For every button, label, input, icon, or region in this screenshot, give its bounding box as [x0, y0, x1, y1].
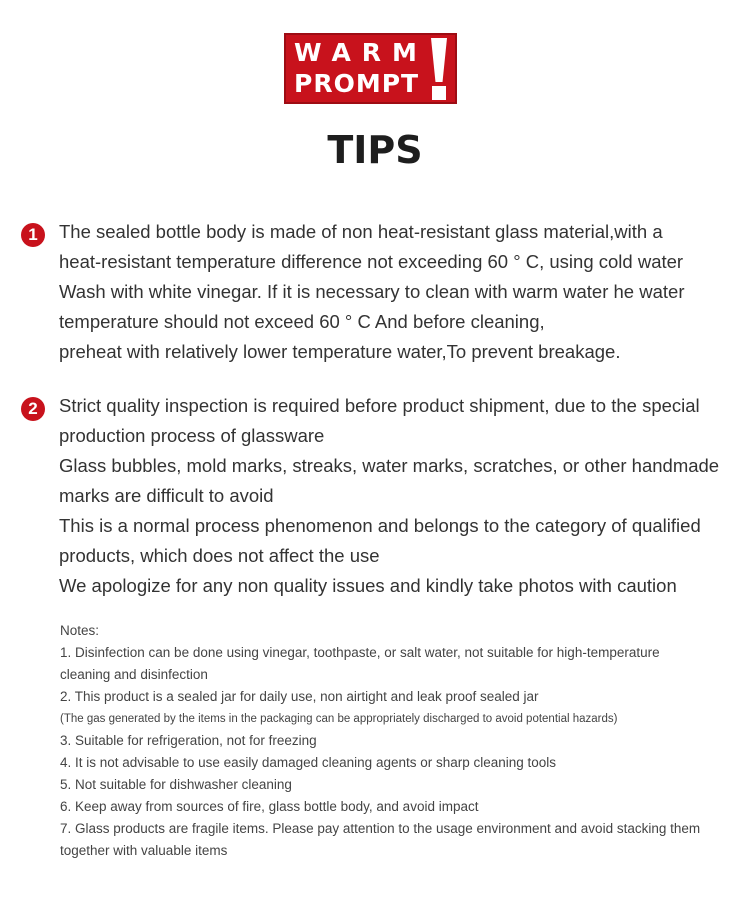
note-line: 4. It is not advisable to use easily damaged cleaning agents or sharp cleaning tools: [60, 755, 557, 770]
note-line: cleaning and disinfection: [60, 667, 208, 682]
tip-line: production process of glassware: [59, 425, 325, 446]
tip-line: This is a normal process phenomenon and belongs to the category of qualified: [59, 515, 701, 536]
note-line: together with valuable items: [60, 843, 228, 858]
note-line: 2. This product is a sealed jar for daily use, non airtight and leak proof sealed jar: [60, 689, 539, 704]
number-two-badge-icon: 2: [21, 397, 45, 421]
logo-line-prompt: PROMPT: [294, 69, 420, 98]
note-line: 5. Not suitable for dishwasher cleaning: [60, 777, 292, 792]
tip-section-1: [59, 217, 739, 367]
exclamation-icon: [426, 38, 454, 102]
notes-section: [60, 620, 745, 862]
note-line: (The gas generated by the items in the packaging can be appropriately discharged to avoid potential hazards): [60, 713, 618, 725]
number-one-badge-icon: 1: [21, 223, 45, 247]
tip-line: Wash with white vinegar. If it is necessary to clean with warm water he water: [59, 281, 685, 302]
note-line: 7. Glass products are fragile items. Please pay attention to the usage environment and avoid stacking them: [60, 821, 701, 836]
warm-prompt-logo: [284, 33, 457, 104]
tip-line: Strict quality inspection is required before product shipment, due to the special: [59, 395, 700, 416]
note-line: 6. Keep away from sources of fire, glass bottle body, and avoid impact: [60, 799, 479, 814]
tip-line: Glass bubbles, mold marks, streaks, water marks, scratches, or other handmade: [59, 455, 720, 476]
tip-line: preheat with relatively lower temperature water,To prevent breakage.: [59, 341, 621, 362]
note-line: 3. Suitable for refrigeration, not for freezing: [60, 733, 317, 748]
tip-line: We apologize for any non quality issues and kindly take photos with caution: [59, 575, 677, 596]
tip-line: The sealed bottle body is made of non heat-resistant glass material,with a: [59, 221, 663, 242]
page-title: TIPS: [327, 128, 423, 172]
logo-line-warm: WARM: [294, 38, 428, 67]
tip-section-2: [59, 391, 739, 601]
tip-line: heat-resistant temperature difference not exceeding 60 ° C, using cold water: [59, 251, 684, 272]
tip-line: temperature should not exceed 60 ° C And before cleaning,: [59, 311, 545, 332]
tip-line: marks are difficult to avoid: [59, 485, 274, 506]
notes-title: Notes:: [60, 623, 100, 638]
tip-line: products, which does not affect the use: [59, 545, 380, 566]
note-line: 1. Disinfection can be done using vinegar, toothpaste, or salt water, not suitable for high-temperature: [60, 645, 660, 660]
